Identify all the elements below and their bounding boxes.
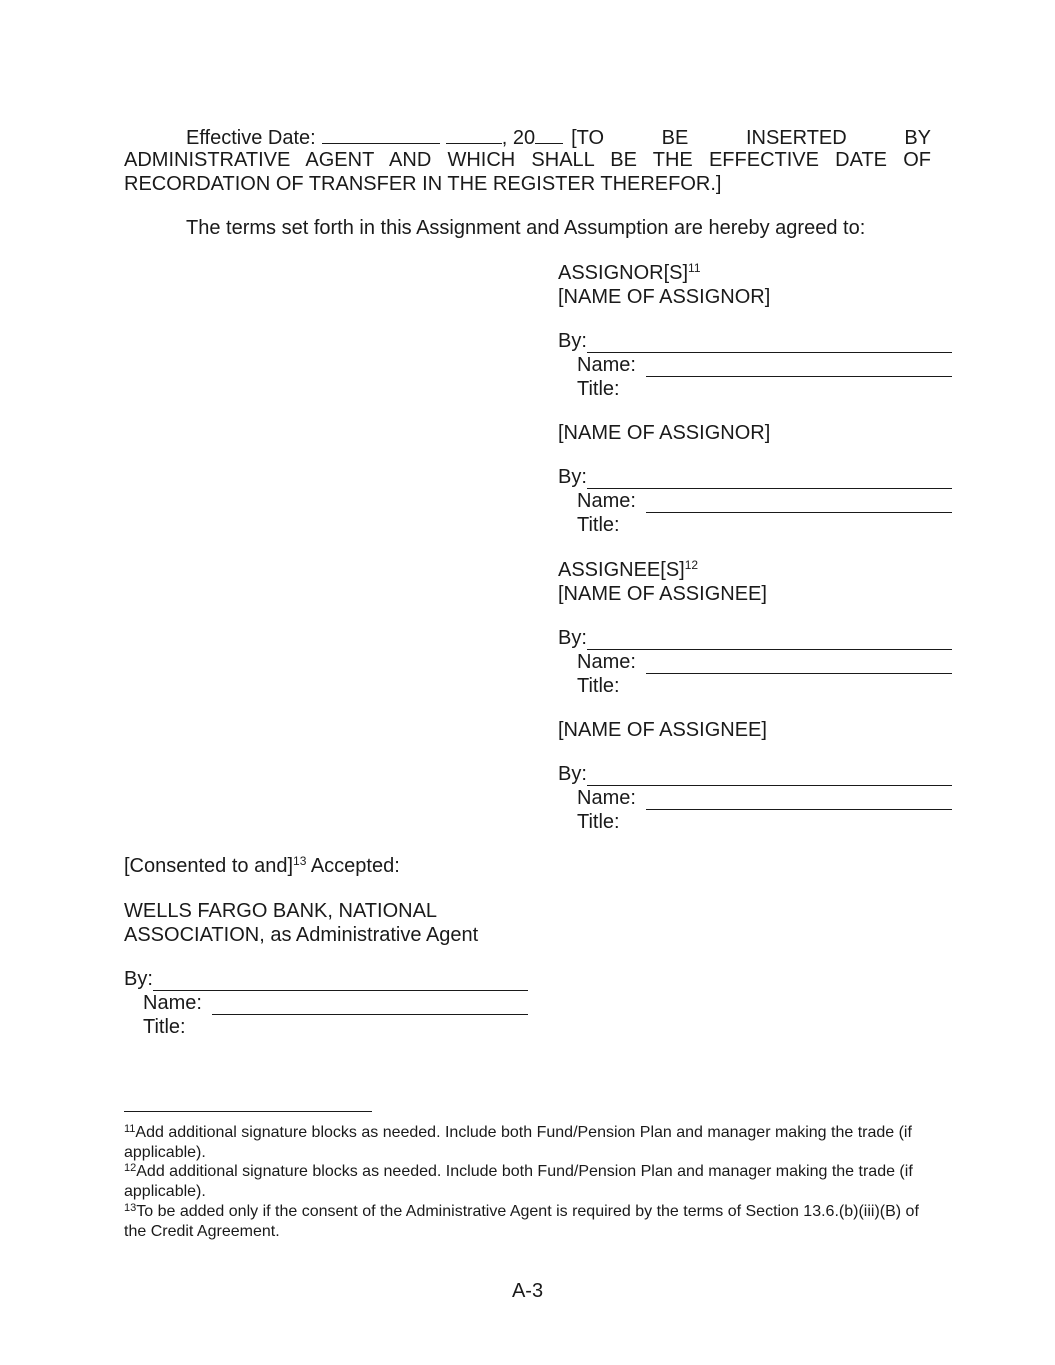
footnote-13: $^{13}$To be added only if the consent of the Administrative Agent is required by the terms of Section 13.6.(b)(iii)(B) of the Credit Agreement. — [124, 1202, 919, 1240]
page-number: A-3 — [511, 1280, 544, 1302]
signature-block-assignee-1 — [558, 626, 952, 698]
assignee-name-2: [NAME OF ASSIGNEE] — [558, 719, 767, 741]
footnote-separator — [124, 1111, 372, 1112]
name-label: Name: — [143, 992, 202, 1014]
name-label: Name: — [577, 651, 636, 673]
signature-block-agent — [124, 967, 528, 1039]
footnote-ref-12: 12 — [684, 558, 699, 572]
effective-date-word-be: BE — [661, 127, 689, 149]
title-label: Title: — [577, 811, 620, 833]
assignor-name-1: [NAME OF ASSIGNOR] — [558, 286, 771, 308]
footnote-number: 12 — [124, 1162, 137, 1174]
signature-block-assignor-2 — [558, 465, 952, 537]
signature-block-assignee-2 — [558, 762, 952, 834]
by-signature-line[interactable] — [587, 629, 952, 650]
footnote-12: $^{12}$Add additional signature blocks as needed. Include both Fund/Pension Plan and manager making the trade (if applicable). — [124, 1162, 913, 1200]
name-line[interactable] — [646, 789, 952, 810]
year-blank — [535, 124, 563, 144]
name-label: Name: — [577, 490, 636, 512]
by-label: By: — [558, 627, 587, 649]
name-label: Name: — [577, 354, 636, 376]
bank-name-line-1: WELLS FARGO BANK, NATIONAL — [124, 900, 438, 922]
effective-date-word-by: BY — [904, 127, 931, 149]
effective-date-line-1 — [124, 124, 931, 150]
by-label: By: — [558, 763, 587, 785]
agreement-intro: The terms set forth in this Assignment and Assumption are hereby agreed to: — [186, 217, 866, 239]
name-line[interactable] — [646, 492, 952, 513]
effective-date-word-to: [TO — [571, 127, 605, 149]
assignee-heading: $ASSIGNEE[S]^{12}$ — [558, 558, 699, 581]
effective-date-line-2: ADMINISTRATIVE AGENT AND WHICH SHALL BE THE EFFECTIVE DATE OF — [124, 149, 931, 171]
title-label: Title: — [577, 378, 620, 400]
assignor-name-2: [NAME OF ASSIGNOR] — [558, 422, 771, 444]
effective-date-label: Effective Date: — [186, 127, 316, 149]
name-label: Name: — [577, 787, 636, 809]
by-signature-line[interactable] — [587, 468, 952, 489]
name-line[interactable] — [212, 994, 528, 1015]
consent-accepted: [Consented to and]$^{13}$ Accepted: — [124, 854, 400, 877]
footnote-11: $^{11}$Add additional signature blocks as needed. Include both Fund/Pension Plan and manager making the trade (if applicable). — [124, 1123, 912, 1161]
bank-name-line-2: ASSOCIATION, as Administrative Agent — [124, 924, 479, 946]
footnote-ref-13: 13 — [293, 854, 307, 868]
by-label: By: — [558, 466, 587, 488]
title-label: Title: — [577, 675, 620, 697]
by-signature-line[interactable] — [153, 970, 528, 991]
assignee-name-1: [NAME OF ASSIGNEE] — [558, 583, 767, 605]
assignor-heading: $ASSIGNOR[S]^{11}$ — [558, 261, 701, 284]
effective-date-line-3: RECORDATION OF TRANSFER IN THE REGISTER THEREFOR.] — [124, 173, 722, 195]
by-signature-line[interactable] — [587, 332, 952, 353]
by-label: By: — [558, 330, 587, 352]
by-label: By: — [124, 968, 153, 990]
date-blank-1 — [322, 124, 440, 144]
date-blank-2 — [446, 124, 502, 144]
by-signature-line[interactable] — [587, 765, 952, 786]
footnote-ref-11: 11 — [688, 261, 701, 275]
effective-date-word-inserted: INSERTED — [745, 127, 847, 149]
effective-date-year: , 20 — [501, 127, 536, 149]
name-line[interactable] — [646, 653, 952, 674]
title-label: Title: — [143, 1016, 186, 1038]
footnote-number: 13 — [124, 1202, 137, 1214]
signature-block-assignor-1 — [558, 329, 952, 401]
footnote-number: 11 — [124, 1123, 136, 1135]
title-label: Title: — [577, 514, 620, 536]
name-line[interactable] — [646, 356, 952, 377]
